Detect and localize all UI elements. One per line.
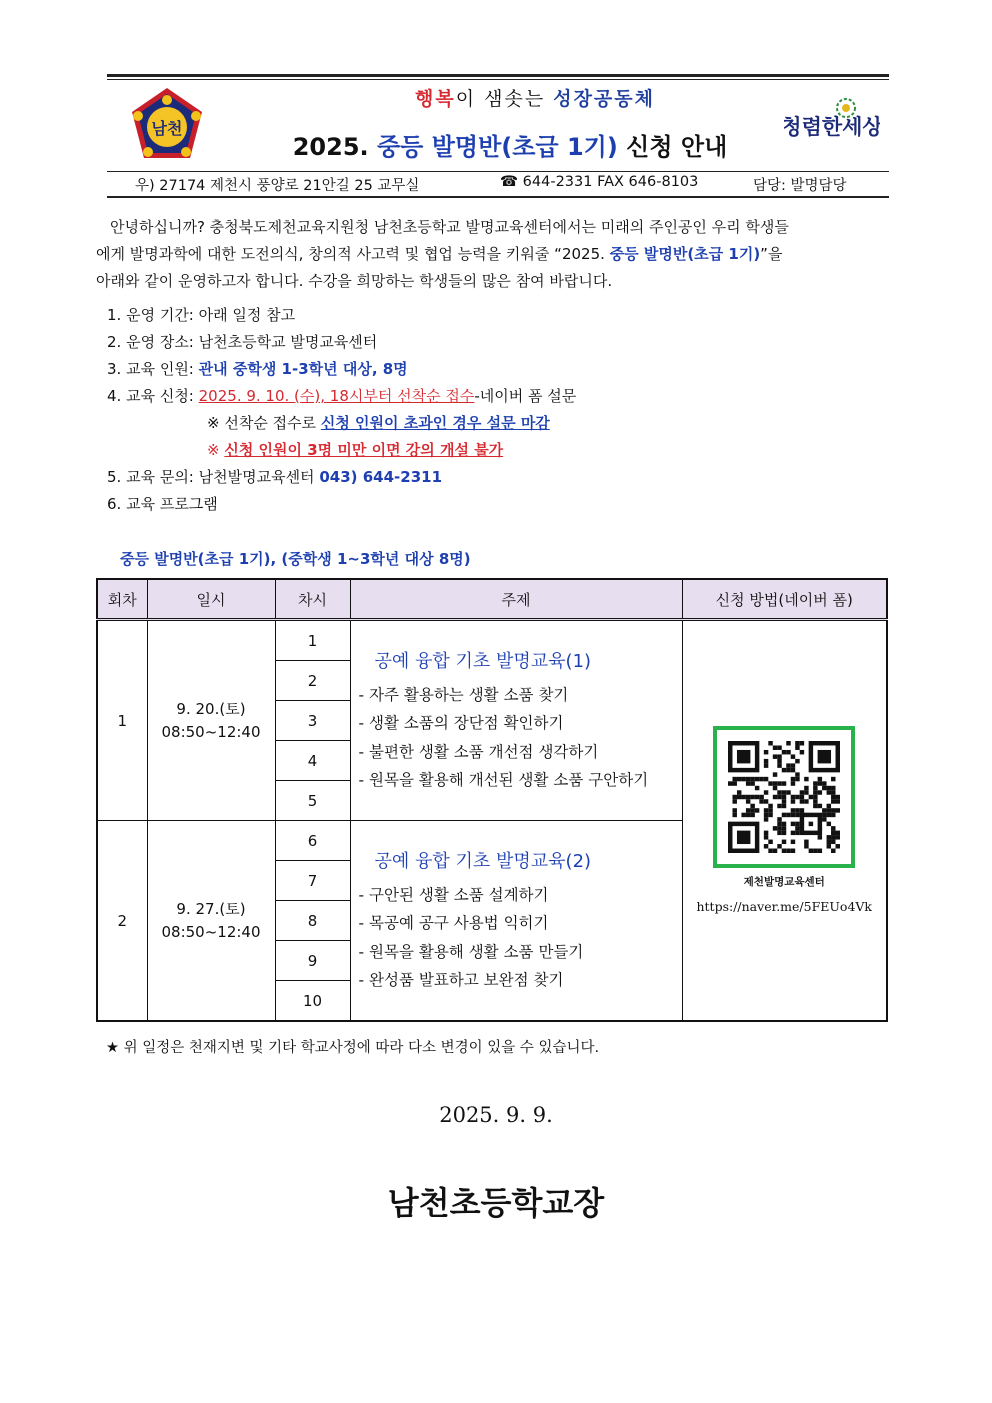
- item-capacity-value: 관내 중학생 1-3학년 대상, 8명: [198, 360, 408, 378]
- round-cell: 1: [97, 620, 147, 821]
- qr-code-icon: [728, 741, 840, 853]
- topic-line: - 생활 소품의 장단점 확인하기: [358, 714, 564, 732]
- intro-line-2a: 에게 발명과학에 대한 도전의식, 창의적 사고력 및 협업 능력을 키워줄 “2025.: [96, 245, 610, 263]
- header-session: 차시: [275, 579, 350, 620]
- time-text: 08:50~12:40: [161, 722, 261, 741]
- schedule-change-note: ★ 위 일정은 천재지변 및 기타 학교사정에 따라 다소 변경이 있을 수 있습니다.: [106, 1040, 600, 1056]
- topic-cell: [350, 620, 682, 821]
- signer-name: 남천초등학교장: [387, 1184, 605, 1222]
- item-application-suffix: -네이버 폼 설문: [474, 387, 577, 405]
- schedule-table: [96, 578, 888, 1022]
- page-title: [240, 127, 780, 162]
- date-text: 9. 20.(토): [176, 699, 246, 718]
- school-logo-text: 남천: [151, 119, 183, 138]
- table-header-row: [97, 579, 887, 620]
- header-top-rule-thin: [107, 79, 889, 80]
- note-first-come: [207, 412, 550, 433]
- title-suffix: 신청 안내: [617, 133, 728, 161]
- round-cell: 2: [97, 821, 147, 1022]
- session-cell: 1: [275, 620, 350, 661]
- qr-block: [696, 726, 872, 914]
- topic-line: - 완성품 발표하고 보완점 찾기: [358, 971, 564, 989]
- integrity-logo-text: 청렴한세상: [784, 114, 880, 139]
- date-text: 9. 27.(토): [176, 899, 246, 918]
- session-cell: 8: [275, 901, 350, 941]
- item-period: 1. 운영 기간: 아래 일정 참고: [107, 306, 296, 324]
- header-mid-rule: [107, 171, 889, 172]
- note-minimum: [207, 439, 503, 460]
- title-highlight: 중등 발명반(초급 1기): [377, 133, 618, 161]
- note-first-come-prefix: ※ 선착순 접수로: [207, 414, 321, 432]
- document-date: 2025. 9. 9.: [439, 1103, 553, 1127]
- item-inquiry-phone: 043) 644-2311: [319, 468, 443, 486]
- item-inquiry-label: 5. 교육 문의: 남천발명교육센터: [107, 468, 320, 486]
- note-minimum-prefix: ※: [207, 441, 225, 459]
- header-datetime: 일시: [147, 579, 275, 620]
- table-caption: 중등 발명반(초급 1기), (중학생 1~3학년 대상 8명): [120, 550, 471, 568]
- intro-line-3: 아래와 같이 운영하고자 합니다. 수강을 희망하는 학생들의 많은 참여 바랍니다.: [96, 272, 613, 290]
- session-cell: 4: [275, 741, 350, 781]
- postal-address: 우) 27174 제천시 풍양로 21안길 25 교무실: [135, 178, 420, 194]
- topic-line: - 목공예 공구 사용법 익히기: [358, 914, 549, 932]
- item-application: [107, 385, 576, 406]
- contact-person: 담당: 발명담당: [753, 178, 847, 194]
- session-cell: 2: [275, 661, 350, 701]
- qr-link[interactable]: https://naver.me/5FEUo4Vk: [696, 899, 872, 914]
- intro-paragraph: [96, 214, 902, 295]
- item-application-label: 4. 교육 신청:: [107, 387, 199, 405]
- intro-line-1: 안녕하십니까? 충청북도제천교육지원청 남천초등학교 발명교육센터에서는 미래의 주인공인 우리 학생들: [110, 218, 789, 236]
- intro-line-2: [96, 241, 902, 268]
- school-logo: [128, 86, 206, 164]
- apply-cell: [682, 620, 887, 1022]
- item-capacity: [107, 358, 408, 379]
- topic-line: - 원목을 활용해 생활 소품 만들기: [358, 942, 584, 961]
- slogan-part2: 이 샘솟는: [455, 88, 554, 110]
- integrity-logo-icon: [784, 90, 880, 156]
- intro-line-2c: ”을: [760, 245, 783, 263]
- session-cell: 9: [275, 941, 350, 981]
- note-minimum-emph: 신청 인원이 3명 미만 이면 강의 개설 불가: [224, 441, 504, 459]
- topic-line: - 불편한 생활 소품 개선점 생각하기: [358, 742, 599, 761]
- note-first-come-emph: 신청 인원이 초과인 경우 설문 마감: [320, 414, 550, 432]
- qr-frame[interactable]: [713, 726, 855, 868]
- item-inquiry: [107, 466, 442, 487]
- phone-fax: ☎ 644-2331 FAX 646-8103: [500, 174, 699, 190]
- topic-title: 공예 융합 기초 발명교육(2): [374, 850, 592, 872]
- integrity-logo: [784, 90, 880, 156]
- title-prefix: 2025.: [292, 133, 377, 161]
- intro-line-2b: 중등 발명반(초급 1기): [609, 245, 761, 263]
- item-program: 6. 교육 프로그램: [107, 495, 218, 513]
- topic-title: 공예 융합 기초 발명교육(1): [374, 650, 592, 672]
- session-cell: 7: [275, 861, 350, 901]
- session-cell: 10: [275, 981, 350, 1022]
- header-top-rule: [107, 74, 889, 77]
- topic-line: - 구안된 생활 소품 설계하기: [358, 885, 549, 904]
- table-row: [97, 620, 887, 661]
- header-apply: 신청 방법(네이버 폼): [682, 579, 887, 620]
- slogan-part3: 성장공동체: [553, 88, 655, 110]
- session-cell: 6: [275, 821, 350, 861]
- date-cell: [147, 821, 275, 1022]
- topic-line: - 원목을 활용해 개선된 생활 소품 구안하기: [358, 771, 649, 789]
- session-cell: 3: [275, 701, 350, 741]
- qr-label: 제천발명교육센터: [743, 876, 825, 888]
- topic-line: - 자주 활용하는 생활 소품 찾기: [358, 685, 569, 704]
- header-bottom-rule: [107, 196, 889, 198]
- time-text: 08:50~12:40: [161, 922, 261, 941]
- school-emblem-icon: [128, 86, 206, 164]
- item-place: 2. 운영 장소: 남천초등학교 발명교육센터: [107, 333, 378, 351]
- slogan-part1: 행복: [415, 88, 456, 110]
- date-cell: [147, 620, 275, 821]
- header-topic: 주제: [350, 579, 682, 620]
- topic-cell: [350, 821, 682, 1022]
- item-application-value: 2025. 9. 10. (수), 18시부터 선착순 접수: [198, 387, 475, 405]
- session-cell: 5: [275, 781, 350, 821]
- header-round: 회차: [97, 579, 147, 620]
- item-capacity-label: 3. 교육 인원:: [107, 360, 199, 378]
- school-slogan: [300, 84, 770, 111]
